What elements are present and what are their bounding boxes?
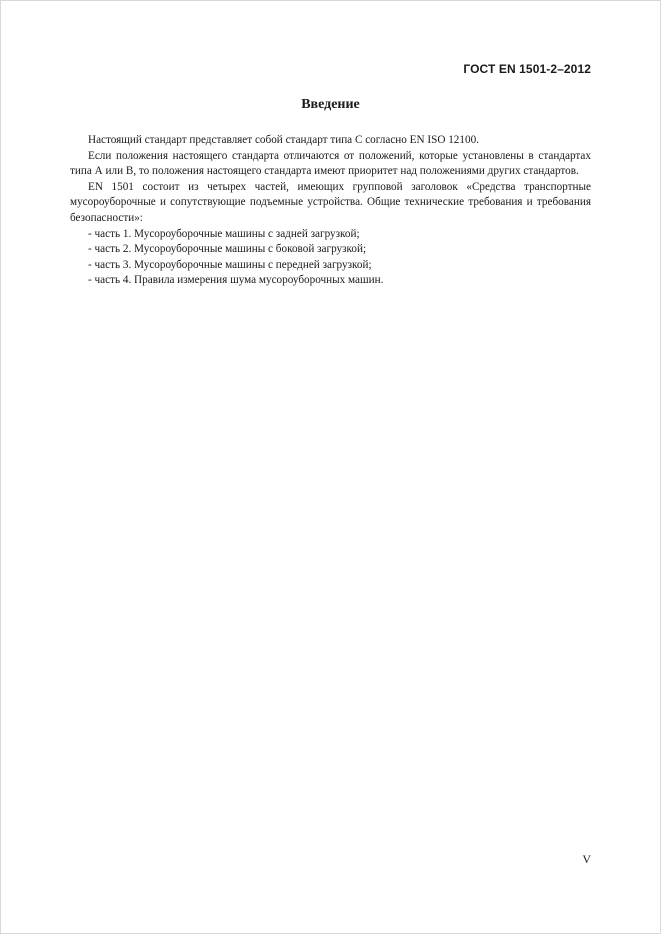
paragraph-parts-intro: EN 1501 состоит из четырех частей, имеющих групповой заголовок «Средства транспортные мусороуборочные и сопутствующие подъемные устройства. Общие технические требования и требования безопасности»: (70, 180, 591, 224)
document-body (70, 133, 591, 289)
page-number: V (582, 852, 591, 866)
list-item-part-4: - часть 4. Правила измерения шума мусороуборочных машин. (88, 274, 384, 287)
list-item-part-3: - часть 3. Мусороуборочные машины с передней загрузкой; (88, 258, 372, 271)
list-item-part-2: - часть 2. Мусороуборочные машины с боковой загрузкой; (88, 243, 367, 256)
paragraph-priority: Если положения настоящего стандарта отличаются от положений, которые установлены в стандартах типа А или В, то положения настоящего стандарта имеют приоритет над положениями других стандартов. (70, 149, 591, 178)
list-item-part-1: - часть 1. Мусороуборочные машины с задней загрузкой; (88, 227, 360, 240)
paragraph-scope: Настоящий стандарт представляет собой стандарт типа С согласно EN ISO 12100. (88, 134, 479, 146)
standard-code-header: ГОСТ EN 1501-2–2012 (463, 62, 591, 76)
section-title: Введение (301, 97, 360, 112)
